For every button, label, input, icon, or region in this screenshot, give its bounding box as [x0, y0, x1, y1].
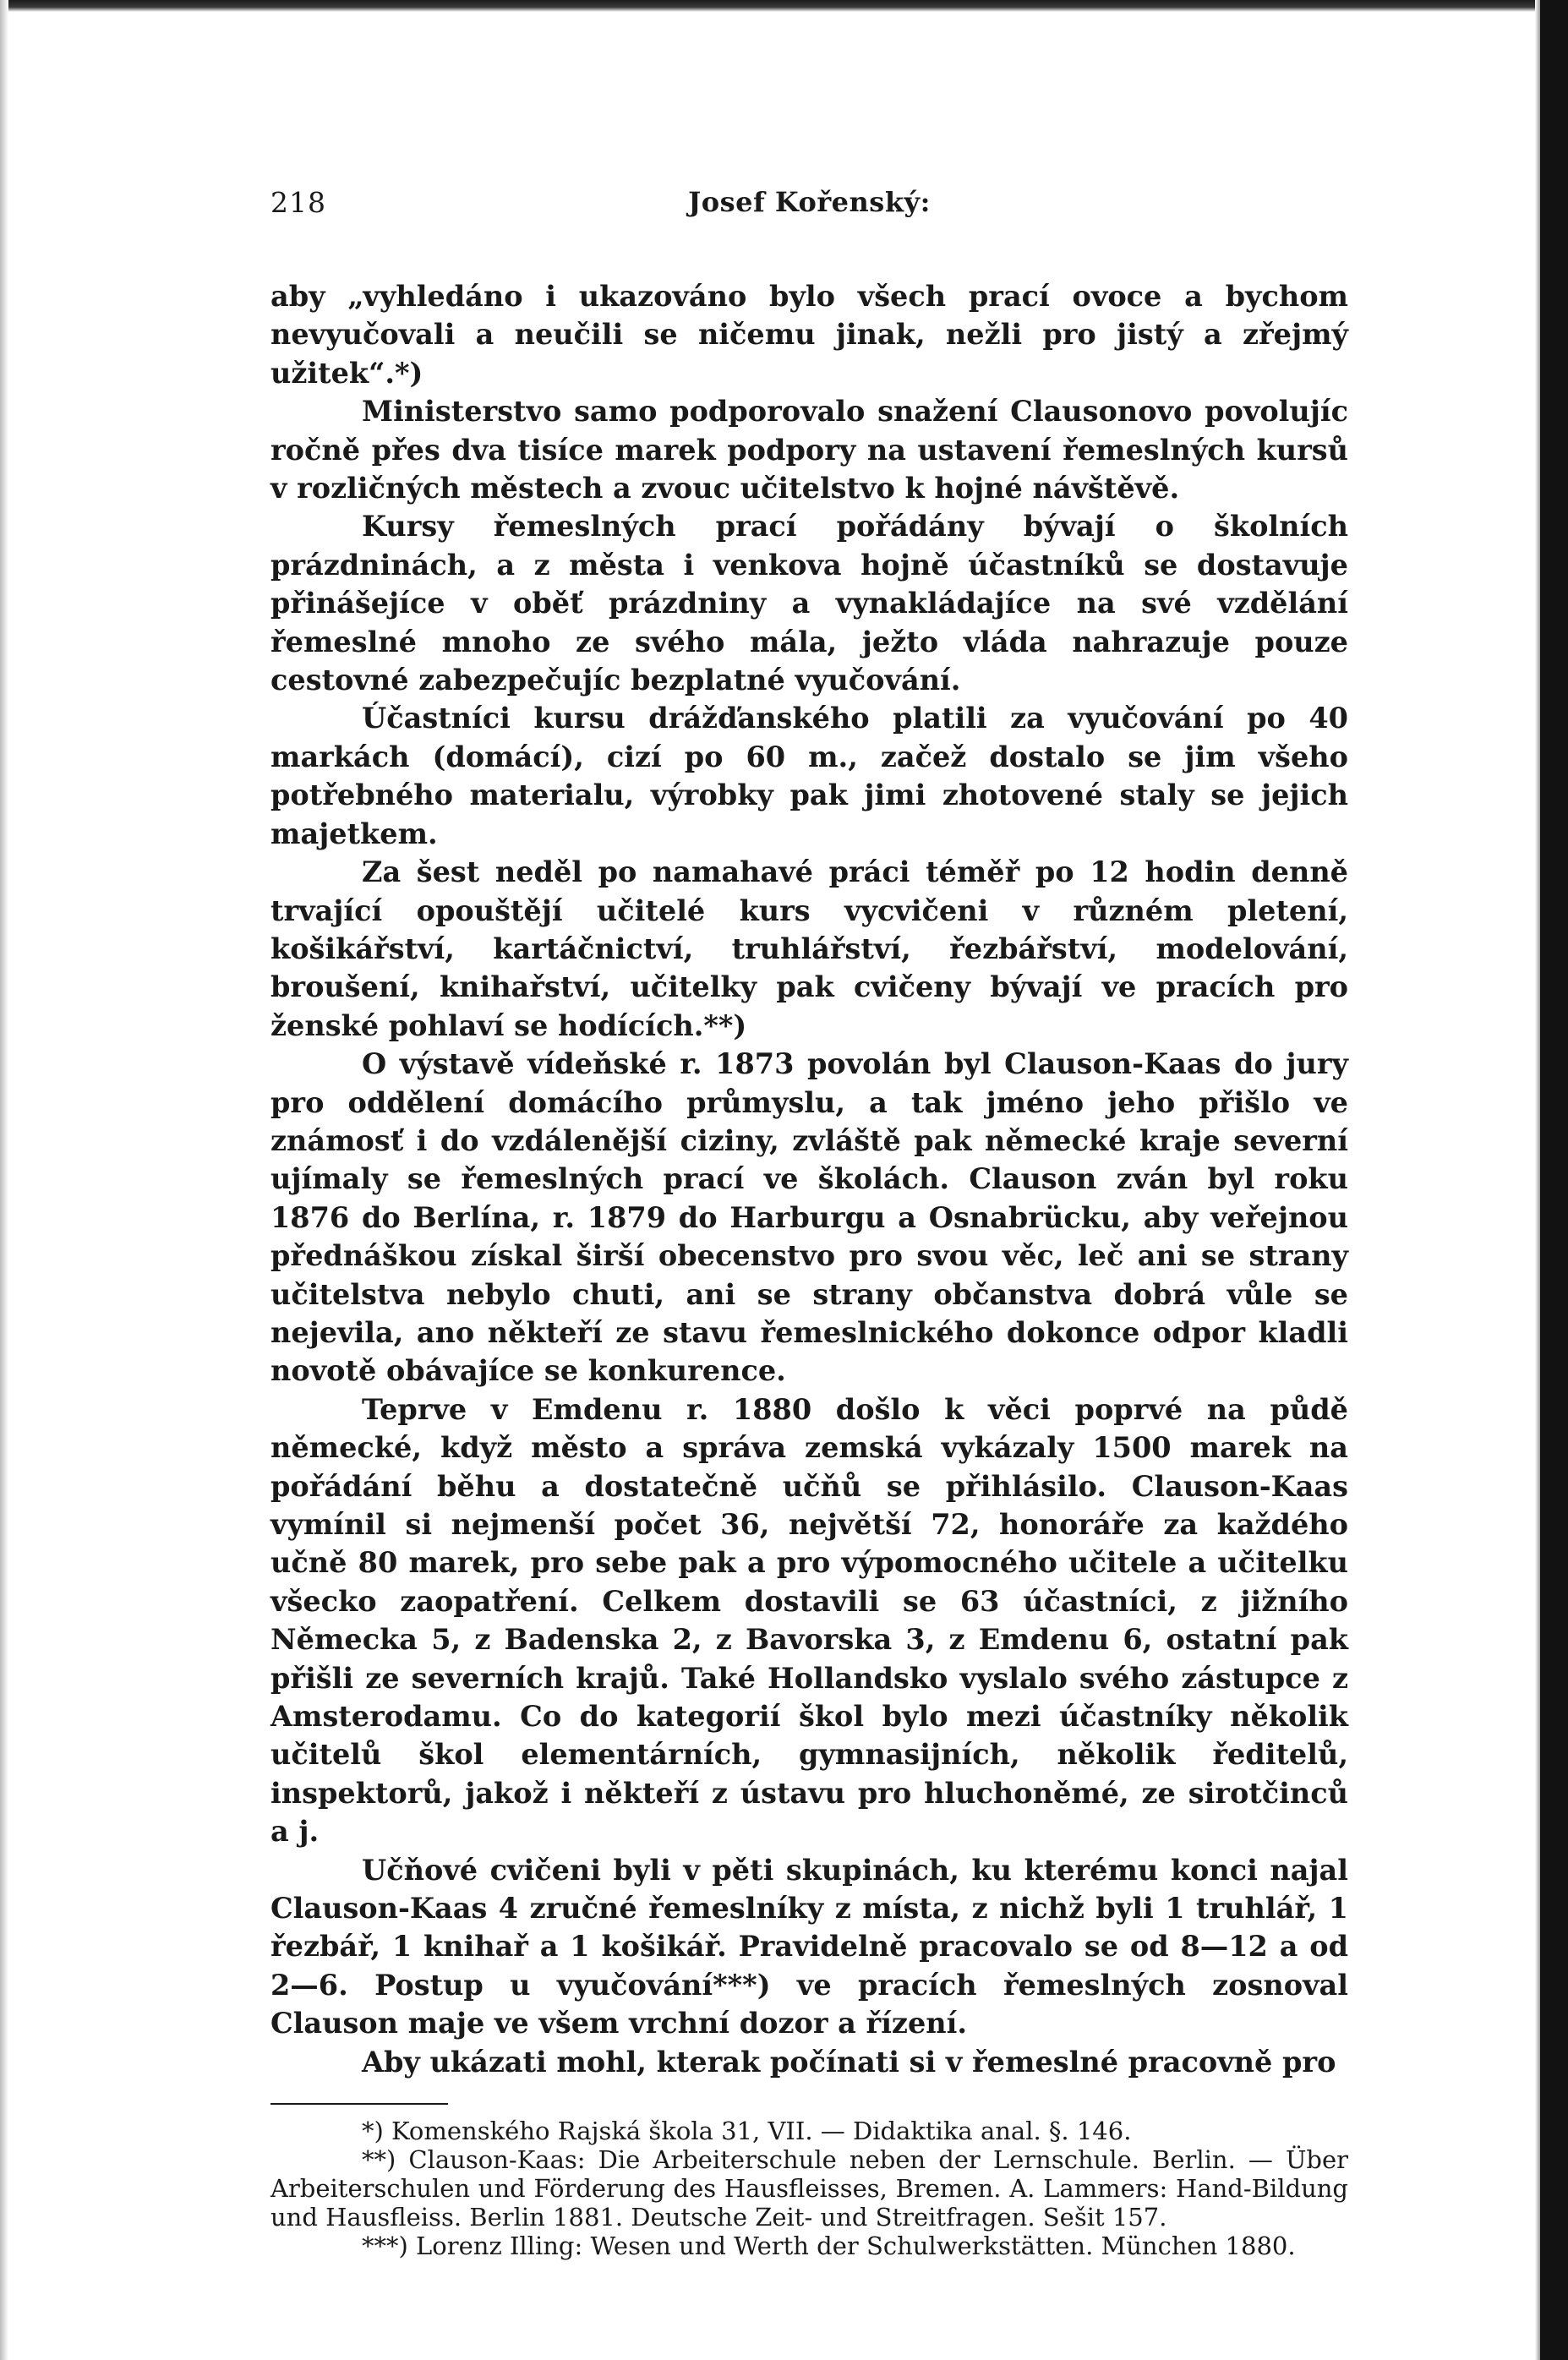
footnote: **) Clauson-Kaas: Die Arbeiterschule neben der Lernschule. Berlin. — Über Arbeiterschulen und Förderung des Hausfleisses, Bremen. A. Lammers: Hand-Bildung und Hausfleiss. Berlin 1881. Deutsche Zeit- und Streitfragen. Sešit 157. — [270, 2145, 1348, 2232]
paragraph: aby „vyhledáno i ukazováno bylo všech prací ovoce a bychom nevyučovali a neučili se ničemu jinak, nežli pro jistý a zřejmý užitek“.*) — [270, 280, 1348, 390]
paragraph: Za šest neděl po namahavé práci téměř po 12 hodin denně trvající opouštějí učitelé kurs vycvičeni v různém pletení, košikářství, kartáčnictví, truhlářství, řezbářství, modelování, broušení, knihařství, učitelky pak cvičeny bývají ve pracích pro ženské pohlaví se hodících.**) — [270, 855, 1348, 1042]
scan-right-border — [1540, 0, 1568, 2360]
body-text — [270, 277, 1348, 2081]
paragraph: Učňové cvičeni byli v pěti skupinách, ku kterému konci najal Clauson-Kaas 4 zručné řemeslníky z místa, z nichž byli 1 truhlář, 1 řezbář, 1 knihař a 1 košikář. Pravidelně pracovalo se od 8—12 a od 2—6. Postup u vyučování***) ve pracích řemeslných zosnoval Clauson maje ve všem vrchní dozor a řízení. — [270, 1853, 1348, 2040]
scan-left-edge — [0, 0, 8, 2360]
paragraph: Účastníci kursu drážďanského platili za vyučování po 40 markách (domácí), cizí po 60 m., začež dostalo se jim všeho potřebného materialu, výrobky pak jimi zhotovené staly se jejich majetkem. — [270, 702, 1348, 850]
paragraph: O výstavě vídeňské r. 1873 povolán byl Clauson-Kaas do jury pro oddělení domácího průmyslu, a tak jméno jeho přišlo ve známosť i do vzdálenější ciziny, zvláště pak německé kraje severní ujímaly se řemeslných prací ve školách. Clauson zván byl roku 1876 do Berlína, r. 1879 do Harburgu a Osnabrücku, aby veřejnou přednáškou získal širší obecenstvo pro svou věc, leč ani se strany učitelstva nebylo chuti, ani se strany občanstva dobrá vůle se nejevila, ano někteří ze stavu řemeslnického dokonce odpor kladli novotě obávajíce se konkurence. — [270, 1047, 1348, 1388]
footnote: *) Komenského Rajská škola 31, VII. — Didaktika anal. §. 146. — [362, 2117, 1132, 2146]
paragraph: Kursy řemeslných prací pořádány bývají o školních prázdninách, a z města i venkova hojně účastníků se dostavuje přinášejíce v oběť prázdniny a vynakládajíce na své vzdělání řemeslné mnoho ze svého mála, ježto vláda nahrazuje pouze cestovné zabezpečujíc bezplatné vyučování. — [270, 510, 1348, 697]
footnotes — [270, 2117, 1348, 2260]
paragraph: Ministerstvo samo podporovalo snažení Clausonovo povolujíc ročně přes dva tisíce marek podpory na ustavení řemeslných kursů v rozličných městech a zvouc učitelstvo k hojné návštěvě. — [270, 395, 1348, 505]
page-number: 218 — [270, 186, 326, 219]
paragraph: Aby ukázati mohl, kterak počínati si v řemeslné pracovně pro — [362, 2045, 1336, 2079]
scan-top-border — [0, 0, 1568, 12]
footnote: ***) Lorenz Illing: Wesen und Werth der Schulwerkstätten. München 1880. — [362, 2232, 1296, 2261]
page-header — [270, 186, 1348, 237]
running-title: Josef Kořenský: — [688, 186, 931, 218]
paragraph: Teprve v Emdenu r. 1880 došlo k věci poprvé na půdě německé, když město a správa zemská vykázaly 1500 marek na pořádání běhu a dostatečně učňů se přihlásilo. Clauson-Kaas vymínil si nejmenší počet 36, největší 72, honoráře za každého učně 80 marek, pro sebe pak a pro výpomocného učitele a učitelku všecko zaopatření. Celkem dostavili se 63 účastníci, z jižního Německa 5, z Badenska 2, z Bavorska 3, z Emdenu 6, ostatní pak přišli ze severních krajů. Také Hollandsko vyslalo svého zástupce z Amsterodamu. Co do kategorií škol bylo mezi účastníky několik učitelů škol elementárních, gymnasijních, několik ředitelů, inspektorů, jakož i někteří z ústavu pro hluchoněmé, ze sirotčinců a j. — [270, 1392, 1348, 1849]
page-content — [270, 186, 1348, 2260]
footnote-divider — [270, 2103, 448, 2105]
